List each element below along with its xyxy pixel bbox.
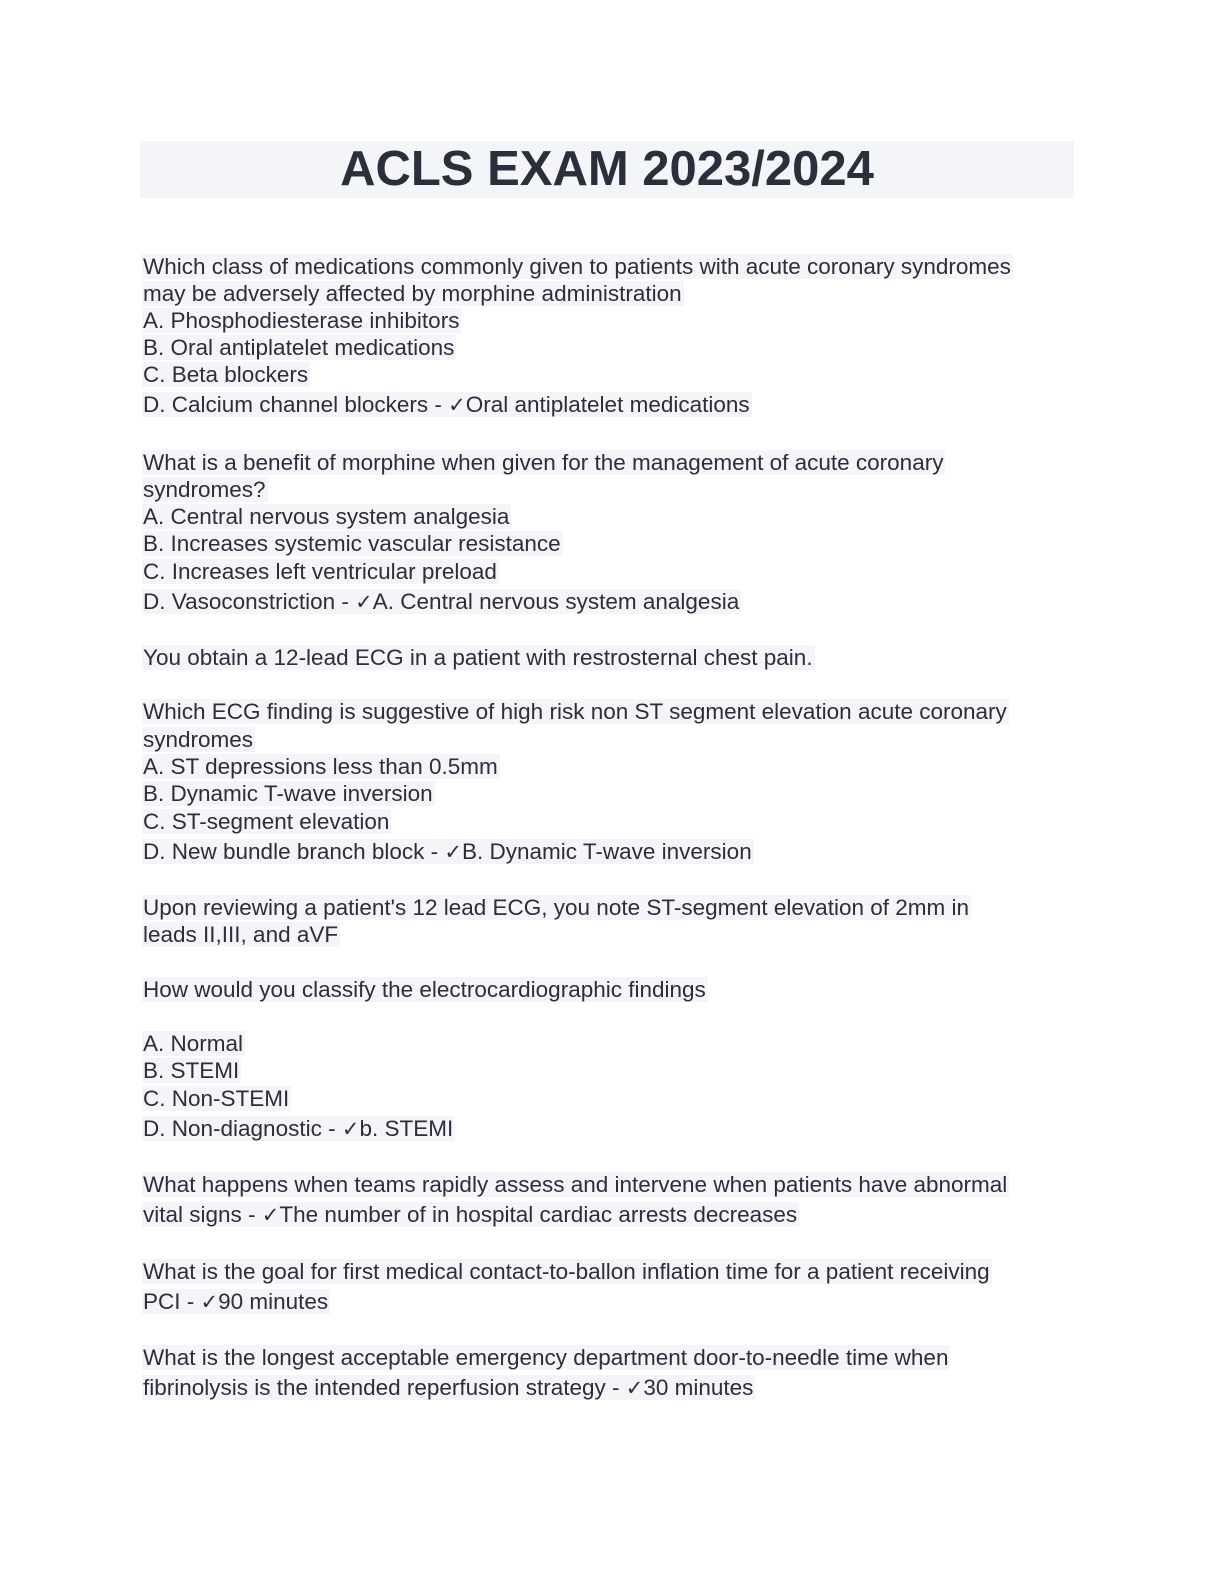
question-6-answer: 90 minutes: [218, 1289, 329, 1314]
question-4-option-b: B. STEMI: [143, 1058, 240, 1083]
question-4-option-a: A. Normal: [143, 1031, 244, 1056]
document-title-bar: [140, 141, 1074, 198]
check-icon: ✓: [341, 1117, 360, 1141]
question-3-intro: You obtain a 12-lead ECG in a patient with restrosternal chest pain.: [143, 645, 813, 670]
question-1-option-d: D. Calcium channel blockers - ✓Oral antiplatelet medications: [143, 392, 750, 417]
question-3-option-a: A. ST depressions less than 0.5mm: [143, 754, 498, 779]
question-2-stem-line-2: syndromes?: [143, 477, 266, 502]
check-icon: ✓: [625, 1376, 644, 1400]
question-7-answer: 30 minutes: [643, 1375, 754, 1400]
question-4-option-c: C. Non-STEMI: [143, 1086, 290, 1111]
question-4-option-d: D. Non-diagnostic - ✓b. STEMI: [143, 1116, 454, 1141]
question-3-option-b: B. Dynamic T-wave inversion: [143, 781, 433, 806]
question-3-answer: B. Dynamic T-wave inversion: [462, 839, 752, 864]
question-5-answer: The number of in hospital cardiac arrests decreases: [279, 1202, 798, 1227]
document-title: ACLS EXAM 2023/2024: [340, 142, 874, 196]
question-1-option-a: A. Phosphodiesterase inhibitors: [143, 308, 460, 333]
question-1-stem-line-2: may be adversely affected by morphine administration: [143, 281, 682, 306]
question-1-option-b: B. Oral antiplatelet medications: [143, 335, 455, 360]
question-2-option-d: D. Vasoconstriction - ✓A. Central nervous system analgesia: [143, 589, 740, 614]
question-2-stem-line-1: What is a benefit of morphine when given for the management of acute coronary: [143, 450, 944, 475]
question-3-stem-line-2: syndromes: [143, 727, 254, 752]
question-3-option-d: D. New bundle branch block - ✓B. Dynamic T-wave inversion: [143, 839, 752, 864]
check-icon: ✓: [261, 1203, 280, 1227]
question-2-option-a: A. Central nervous system analgesia: [143, 504, 510, 529]
question-3-option-c: C. ST-segment elevation: [143, 809, 390, 834]
question-7-stem-line-1: What is the longest acceptable emergency department door-to-needle time when: [143, 1345, 949, 1370]
question-3-stem-line-1: Which ECG finding is suggestive of high risk non ST segment elevation acute coronary: [143, 699, 1007, 724]
question-2-option-c: C. Increases left ventricular preload: [143, 559, 497, 584]
question-2-option-b: B. Increases systemic vascular resistance: [143, 531, 561, 556]
question-1-answer: Oral antiplatelet medications: [465, 392, 750, 417]
question-1-option-c: C. Beta blockers: [143, 362, 309, 387]
check-icon: ✓: [200, 1290, 219, 1314]
question-4-stem: How would you classify the electrocardiographic findings: [143, 977, 706, 1002]
question-7-stem-line-2: fibrinolysis is the intended reperfusion strategy - ✓30 minutes: [143, 1375, 754, 1400]
question-6-stem-line-2: PCI - ✓90 minutes: [143, 1289, 329, 1314]
question-4-intro-line-2: leads II,III, and aVF: [143, 922, 339, 947]
question-4-intro-line-1: Upon reviewing a patient's 12 lead ECG, you note ST-segment elevation of 2mm in: [143, 895, 969, 920]
question-6-stem-line-1: What is the goal for first medical contact-to-ballon inflation time for a patient receiving: [143, 1259, 990, 1284]
check-icon: ✓: [444, 840, 463, 864]
question-5-stem-line-1: What happens when teams rapidly assess and intervene when patients have abnormal: [143, 1172, 1008, 1197]
check-icon: ✓: [448, 393, 466, 417]
question-1-stem-line-1: Which class of medications commonly given to patients with acute coronary syndromes: [143, 254, 1011, 279]
check-icon: ✓: [355, 590, 373, 614]
question-2-answer: A. Central nervous system analgesia: [372, 589, 740, 614]
question-4-answer: b. STEMI: [359, 1116, 454, 1141]
question-5-stem-line-2: vital signs - ✓The number of in hospital cardiac arrests decreases: [143, 1202, 798, 1227]
